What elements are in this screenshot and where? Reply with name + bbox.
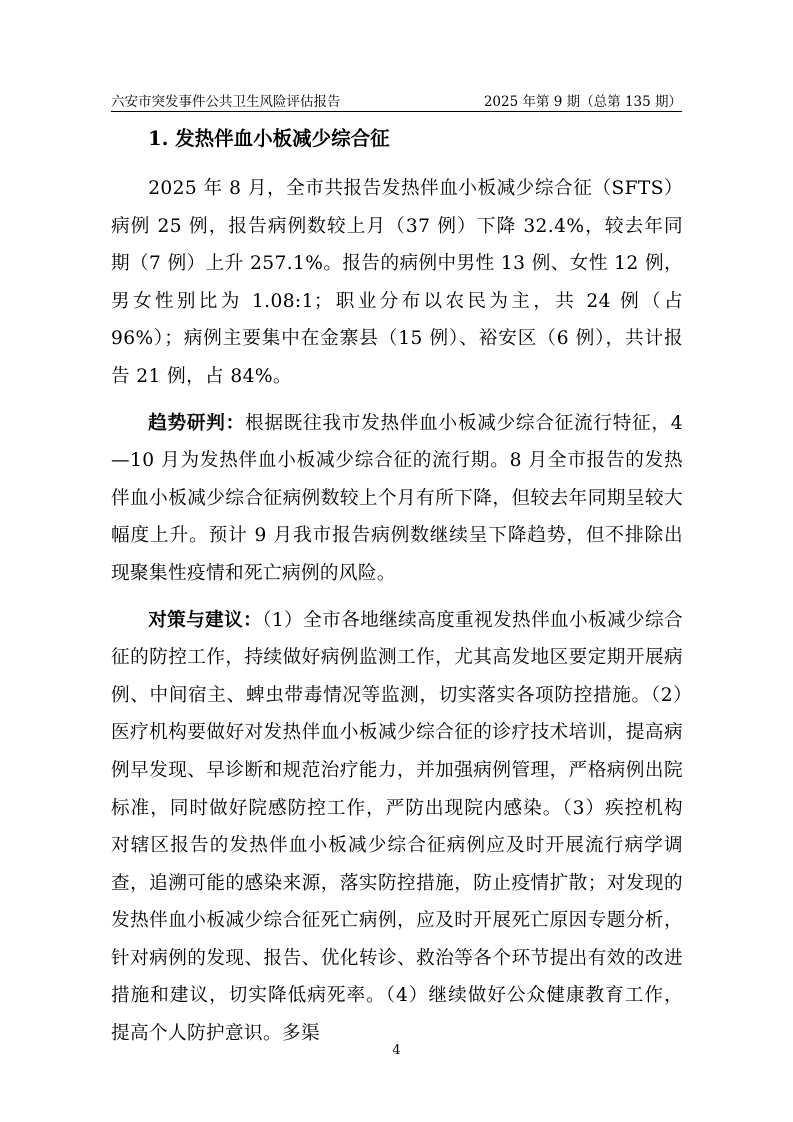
recommendations-label: 对策与建议： <box>148 609 263 631</box>
section-title: 1. 发热伴血小板减少综合征 <box>148 127 390 150</box>
trend-analysis-label: 趋势研判： <box>148 412 245 434</box>
document-body <box>111 120 683 1053</box>
header-report-title: 六安市突发事件公共卫生风险评估报告 <box>111 94 341 110</box>
recommendations-paragraph <box>111 602 683 1053</box>
case-summary-paragraph <box>111 170 683 396</box>
header-divider <box>111 111 682 112</box>
page-header <box>111 89 682 111</box>
header-issue-number: 2025 年第 9 期（总第 135 期） <box>483 94 682 110</box>
trend-analysis-paragraph <box>111 405 683 593</box>
paragraph-text: 2025 年 8 月，全市共报告发热伴血小板减少综合征（SFTS）病例 25 例，报告病例数较上月（37 例）下降 32.4%，较去年同期（7 例）上升 257.1%。报告的病例中男性 13 例、女性 12 例，男女性别比为 1.08:1；职业分布以农民为主，共 24 例（占 96%）；病例主要集中在金寨县（15 例）、裕安区（6 例），共计报告 21 例，占 84%。 <box>111 178 683 387</box>
paragraph-text: （1）全市各地继续高度重视发热伴血小板减少综合征的防控工作，持续做好病例监测工作，尤其高发地区要定期开展病例、中间宿主、蜱虫带毒情况等监测，切实落实各项防控措施。（2）医疗机构要做好对发热伴血小板减少综合征的诊疗技术培训，提高病例早发现、早诊断和规范治疗能力，并加强病例管理，严格病例出院标准，同时做好院感防控工作，严防出现院内感染。（3）疾控机构对辖区报告的发热伴血小板减少综合征病例应及时开展流行病学调查，追溯可能的感染来源，落实防控措施，防止疫情扩散；对发现的发热伴血小板减少综合征死亡病例，应及时开展死亡原因专题分析，针对病例的发现、报告、优化转诊、救治等各个环节提出有效的改进措施和建议，切实降低病死率。（4）继续做好公众健康教育工作，提高个人防护意识。多渠 <box>111 609 684 1045</box>
page-number: 4 <box>392 1043 401 1058</box>
paragraph-text: 根据既往我市发热伴血小板减少综合征流行特征，4—10 月为发热伴血小板减少综合征的流行期。8 月全市报告的发热伴血小板减少综合征病例数较上个月有所下降，但较去年同期呈较大幅度上升。预计 9 月我市报告病例数继续呈下降趋势，但不排除出现聚集性疫情和死亡病例的风险。 <box>111 412 683 584</box>
